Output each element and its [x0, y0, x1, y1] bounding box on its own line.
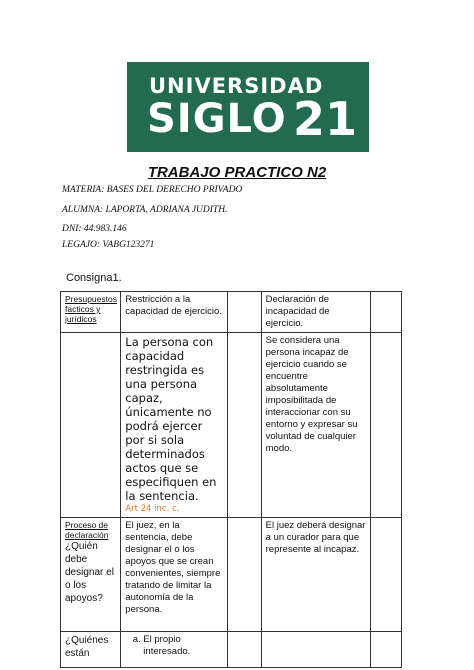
- table-cell: [228, 333, 261, 518]
- table-cell: [228, 632, 261, 668]
- row3-col2: El juez, en la sentencia, debe designar el o los apoyos que se crean convenientes, siempre tratando de limitar la autonomía de la persona.: [125, 520, 221, 615]
- table-cell: [261, 632, 370, 668]
- table-cell: [61, 292, 121, 333]
- row4-col2-list: [125, 634, 223, 658]
- table-cell: [121, 292, 228, 333]
- document-title: TRABAJO PRACTICO N2: [147, 164, 327, 181]
- meta-materia: MATERIA: BASES DEL DERECHO PRIVADO: [62, 185, 243, 195]
- meta-legajo: LEGAJO: VABG123271: [62, 240, 155, 250]
- meta-dni: DNI: 44.983.146: [62, 224, 127, 234]
- table-row: [61, 632, 402, 668]
- list-item: a. El propio interesado.: [143, 634, 223, 658]
- university-logo: [127, 62, 369, 152]
- row3-col1-question: ¿Quién debe designar el o los apoyos?: [65, 541, 114, 604]
- table-cell: [370, 292, 401, 333]
- table-cell: [121, 518, 228, 632]
- table-cell: [370, 333, 401, 518]
- table-cell: [61, 632, 121, 668]
- table-cell: [261, 333, 370, 518]
- meta-alumna: ALUMNA: LAPORTA, ADRIANA JUDITH.: [62, 205, 228, 215]
- table-row: [61, 518, 402, 632]
- row2-col2-reference: Art 24 inc. c.: [125, 504, 180, 514]
- table-cell: [121, 632, 228, 668]
- table-cell: [121, 333, 228, 518]
- row3-col4: El juez deberá designar a un curador para que represente al incapaz.: [265, 520, 366, 555]
- table-row: [61, 292, 402, 333]
- logo-text-bottom: SIGLO: [147, 96, 287, 142]
- row1-col2: Restricción a la capacidad de ejercicio.: [125, 294, 222, 317]
- table-cell: [61, 518, 121, 632]
- table-cell: [228, 518, 261, 632]
- table-cell: [261, 518, 370, 632]
- comparison-table: [60, 291, 402, 668]
- row1-col1: Presupuestos facticos y jurídicos: [65, 294, 117, 324]
- table-cell: [370, 632, 401, 668]
- table-row: [61, 333, 402, 518]
- table-cell: [370, 518, 401, 632]
- row2-col4: Se considera una persona incapaz de ejercicio cuando se encuentre absolutamente imposibilitada de interaccionar con su entorno y expresar su voluntad de cualquier modo.: [265, 335, 358, 454]
- table-cell: [61, 333, 121, 518]
- row2-col2: La persona con capacidad restringida es una persona capaz, únicamente no podrá ejercer por si sola determinados actos que se especifiquen en la sentencia.: [125, 335, 217, 503]
- logo-text-top: UNIVERSIDAD: [149, 74, 324, 98]
- table-cell: [261, 292, 370, 333]
- logo-number: 21: [293, 92, 358, 146]
- consigna-heading: Consigna1.: [66, 272, 122, 284]
- row4-col1: ¿Quiénes están: [65, 635, 109, 659]
- row1-col4: Declaración de incapacidad de ejercicio.: [265, 294, 330, 329]
- row3-col1-label: Proceso de declaración: [65, 520, 109, 540]
- table-cell: [228, 292, 261, 333]
